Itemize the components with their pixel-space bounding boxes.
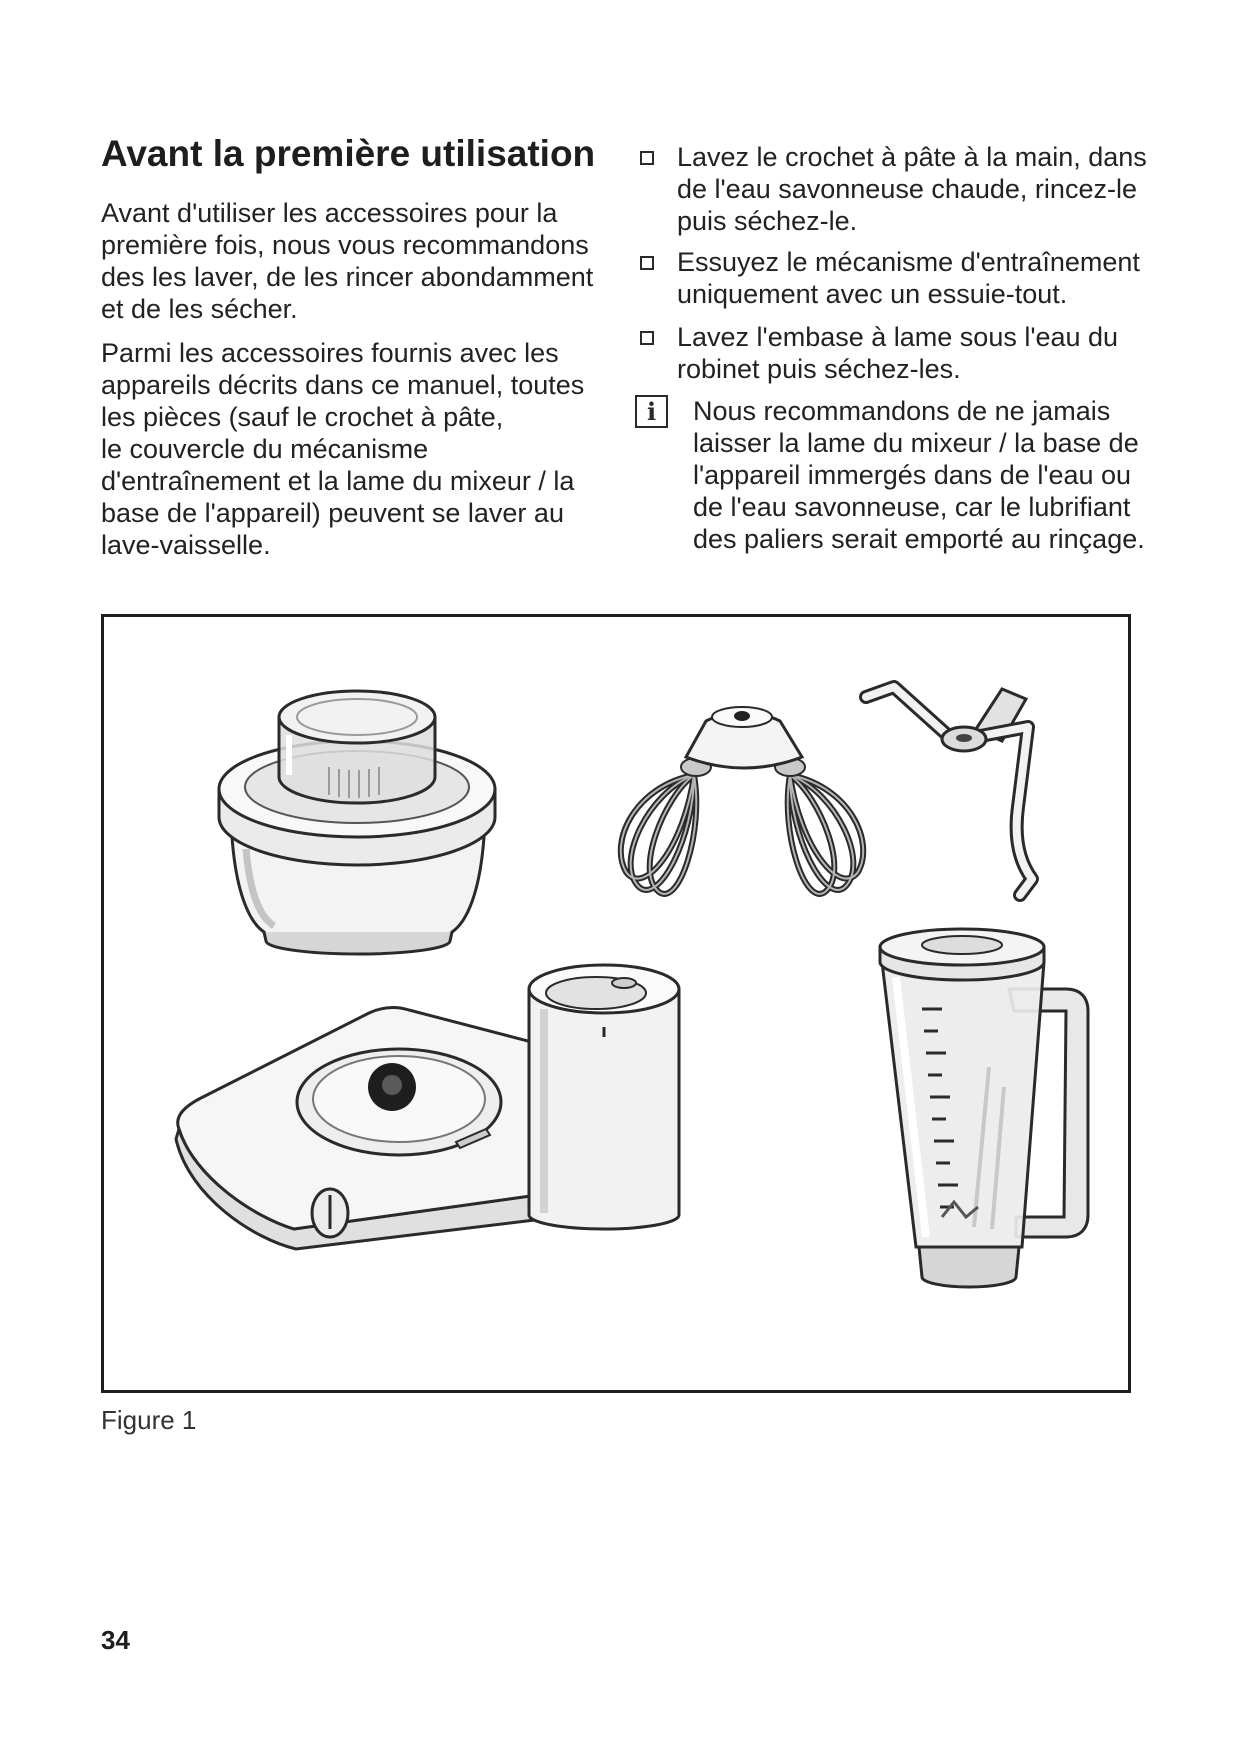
text-line: des paliers serait emporté au rinçage. [693, 524, 1145, 554]
text-line: première fois, nous vous recommandons [101, 230, 589, 260]
note-text [693, 395, 1145, 555]
text-line: uniquement avec un essuie-tout. [677, 279, 1068, 309]
instruction-text [677, 246, 1140, 310]
text-line: l'appareil immergés dans de l'eau ou [693, 460, 1132, 490]
info-icon: i [635, 395, 668, 428]
base-unit-illustration [176, 965, 679, 1249]
text-line: les pièces (sauf le crochet à pâte, [101, 402, 504, 432]
whisk-attachment-illustration [621, 707, 863, 894]
text-line: des les laver, de les rincer abondamment [101, 262, 594, 292]
text-line: Lavez l'embase à lame sous l'eau du [677, 322, 1119, 352]
checkbox-bullet-icon [640, 256, 654, 270]
text-line: robinet puis séchez-les. [677, 354, 961, 384]
text-line: Parmi les accessoires fournis avec les [101, 338, 559, 368]
text-line: base de l'appareil) peuvent se laver au [101, 498, 564, 528]
text-line: Lavez le crochet à pâte à la main, dans [677, 142, 1147, 172]
instruction-text [677, 141, 1147, 237]
text-line: d'entraînement et la lame du mixeur / la [101, 466, 575, 496]
text-line: de l'eau savonneuse chaude, rincez-le [677, 174, 1137, 204]
text-line: laisser la lame du mixeur / la base de [693, 428, 1139, 458]
page-number: 34 [101, 1625, 130, 1655]
checkbox-bullet-icon [640, 151, 654, 165]
figure-frame [101, 614, 1131, 1393]
page-title: Avant la première utilisation [101, 133, 596, 174]
text-line: puis séchez-le. [677, 206, 858, 236]
dough-hook-illustration [866, 687, 1032, 895]
text-line: appareils décrits dans ce manuel, toutes [101, 370, 585, 400]
checkbox-bullet-icon [640, 331, 654, 345]
figure-caption: Figure 1 [101, 1405, 197, 1435]
intro-column [101, 197, 621, 573]
text-line: lave-vaisselle. [101, 530, 271, 560]
text-line: de l'eau savonneuse, car le lubrifiant [693, 492, 1131, 522]
text-line: Avant d'utiliser les accessoires pour la [101, 198, 558, 228]
intro-paragraph-2 [101, 337, 621, 561]
text-line: et de les sécher. [101, 294, 298, 324]
blender-jug-illustration [880, 929, 1088, 1287]
figure-illustration [104, 617, 1128, 1390]
intro-paragraph-1 [101, 197, 621, 325]
text-line: Essuyez le mécanisme d'entraînement [677, 247, 1140, 277]
instruction-text [677, 321, 1118, 385]
text-line: Nous recommandons de ne jamais [693, 396, 1111, 426]
mixing-bowl-illustration [219, 691, 495, 954]
text-line: le couvercle du mécanisme [101, 434, 429, 464]
